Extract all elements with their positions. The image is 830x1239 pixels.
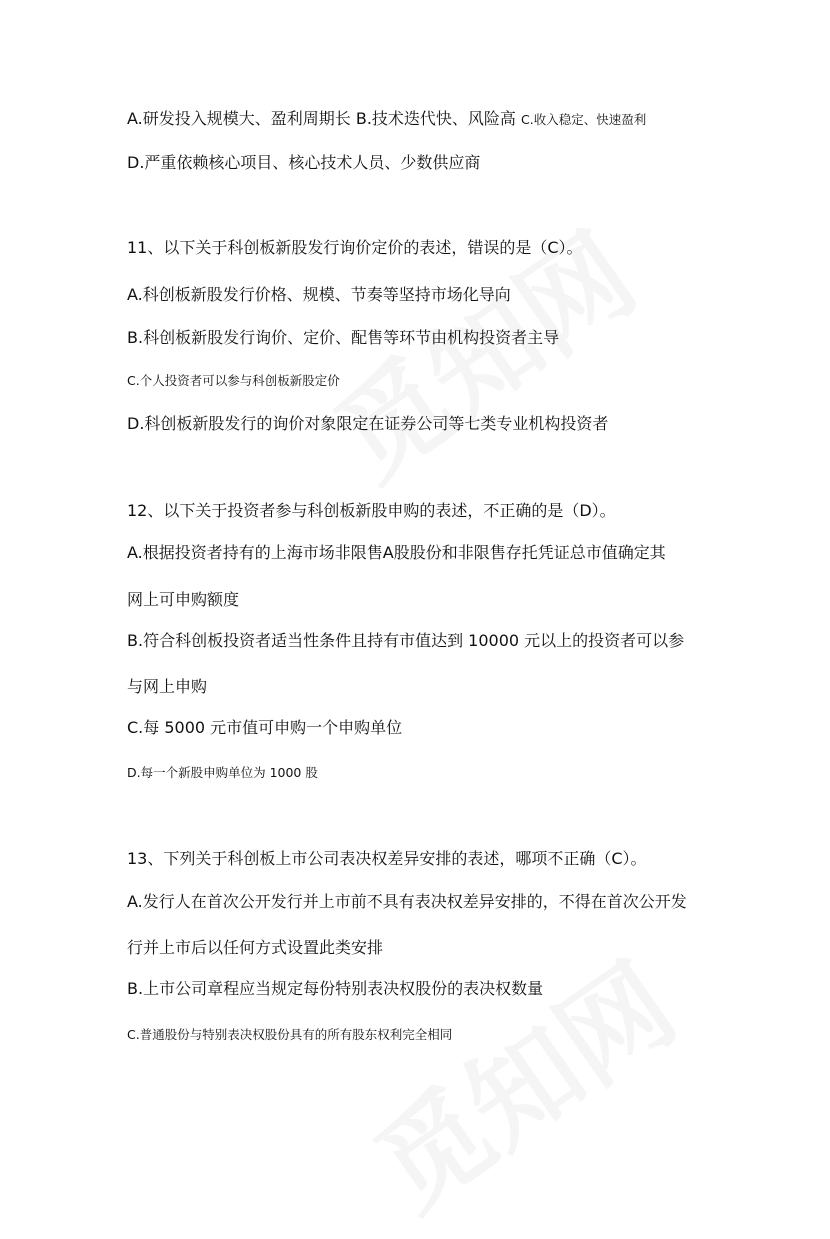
q13-option-a-line1: A.发行人在首次公开发行并上市前不具有表决权差异安排的，不得在首次公开发 bbox=[127, 892, 687, 911]
q12-option-d: D.每一个新股申购单位为 1000 股 bbox=[127, 765, 318, 780]
q12-option-c: C.每 5000 元市值可申购一个申购单位 bbox=[127, 718, 403, 737]
q11-option-a: A.科创板新股发行价格、规模、节奏等坚持市场化导向 bbox=[127, 285, 511, 304]
q10-option-d: D.严重依赖核心项目、核心技术人员、少数供应商 bbox=[127, 153, 481, 172]
q10-options bbox=[127, 111, 646, 127]
q12-option-b-line1: B.符合科创板投资者适当性条件且持有市值达到 10000 元以上的投资者可以参 bbox=[127, 631, 685, 650]
q10-option-c: C.收入稳定、快速盈利 bbox=[521, 112, 647, 127]
watermark bbox=[340, 921, 701, 1239]
q12-option-a-line1: A.根据投资者持有的上海市场非限售A股股份和非限售存托凭证总市值确定其 bbox=[127, 543, 666, 562]
q13-question: 13、下列关于科创板上市公司表决权差异安排的表述，哪项不正确（C）。 bbox=[127, 849, 647, 868]
q11-option-b: B.科创板新股发行询价、定价、配售等环节由机构投资者主导 bbox=[127, 328, 560, 347]
q13-option-c: C.普通股份与特别表决权股份具有的所有股东权利完全相同 bbox=[127, 1027, 453, 1042]
q10-option-ab: A.研发投入规模大、盈利周期长 B.技术迭代快、风险高 bbox=[127, 109, 516, 128]
q12-option-b-line2: 与网上申购 bbox=[127, 677, 208, 696]
q12-question: 12、以下关于投资者参与科创板新股申购的表述，不正确的是（D）。 bbox=[127, 501, 616, 520]
q11-option-c: C.个人投资者可以参与科创板新股定价 bbox=[127, 373, 340, 388]
q12-option-a-line2: 网上可申购额度 bbox=[127, 590, 240, 609]
q11-option-d: D.科创板新股发行的询价对象限定在证券公司等七类专业机构投资者 bbox=[127, 414, 609, 433]
q11-question: 11、以下关于科创板新股发行询价定价的表述，错误的是（C）。 bbox=[127, 238, 583, 257]
q13-option-a-line2: 行并上市后以任何方式设置此类安排 bbox=[127, 938, 384, 957]
q13-option-b: B.上市公司章程应当规定每份特别表决权股份的表决权数量 bbox=[127, 979, 544, 998]
